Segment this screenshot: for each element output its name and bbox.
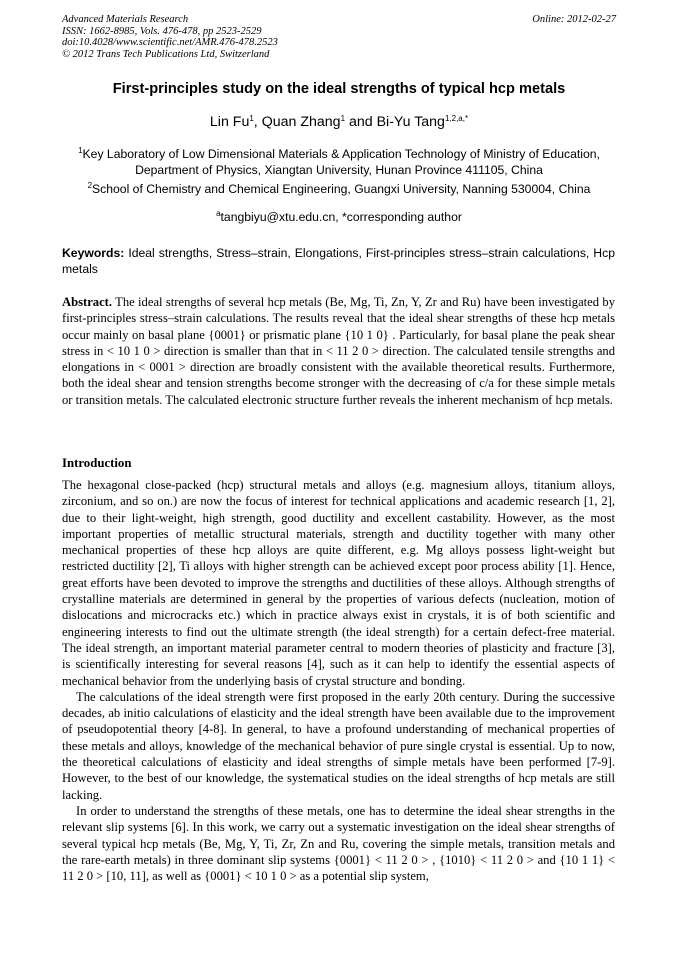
introduction-body: [62, 477, 615, 884]
abstract-text: The ideal strengths of several hcp metals (Be, Mg, Ti, Zn, Y, Zr and Ru) have been investigated by first-principles stress–strain calculations. The results reveal that the ideal shear strengths of these hcp metals occur mainly on basal plane {0001} or prismatic plane {10 1 0} . Particularly, for basal plane the peak shear stress in < 10 1 0 > direction is smaller than that in < 11 2 0 > direction. The calculated tensile strengths and elongations in < 0001 > direction are broadly consistent with the available theoretical results. Furthermore, both the ideal shear and tension strengths become stronger with the decreasing of c/a for these simple metals or transition metals. The calculated electronic structure further reveals the inherent mechanism of hcp metals.: [62, 295, 615, 407]
email-mark: a: [216, 209, 221, 218]
abstract: [62, 294, 615, 408]
author-separator: ,: [253, 114, 262, 130]
contact-email: [0, 209, 678, 225]
copyright-line: © 2012 Trans Tech Publications Ltd, Switzerland: [62, 48, 270, 60]
email-text: tangbiyu@xtu.edu.cn, *corresponding author: [220, 210, 462, 224]
author-name: Lin Fu: [209, 114, 250, 130]
section-heading-introduction: Introduction: [62, 456, 132, 470]
journal-name: Advanced Materials Research: [62, 14, 189, 25]
author-list: [0, 114, 678, 130]
affiliation-1-line1: Key Laboratory of Low Dimensional Materials & Application Technology of Ministry of Education,: [82, 147, 600, 161]
author-affiliation-mark: 1: [340, 114, 346, 123]
author-name: Bi-Yu Tang: [376, 114, 445, 130]
issn-line: ISSN: 1662-8985, Vols. 476-478, pp 2523-2529: [62, 25, 262, 37]
author-affiliation-mark: 1,2,a,*: [444, 114, 469, 123]
affiliation-mark: 1: [78, 146, 83, 155]
paragraph: The calculations of the ideal strength were first proposed in the early 20th century. During the successive decades, ab initio calculations of elasticity and the ideal strength have been available due to the improvement of pseudopotential theory [4-8]. In general, to have a profound understanding of mechanical properties of these metals and alloys, knowledge of the mechanical behavior of pure single crystal is essential. Up to now, the theoretical calculations of elasticity and ideal strengths of simple metals have been performed [7-9]. However, to the best of our knowledge, the systematical studies on the ideal strengths of hcp metals are still lacking.: [62, 689, 615, 802]
author-affiliation-mark: 1: [249, 114, 254, 123]
keywords: [62, 245, 615, 277]
paper-title: First-principles study on the ideal strengths of typical hcp metals: [112, 81, 566, 97]
online-date: Online: 2012-02-27: [532, 14, 616, 25]
keywords-text: Ideal strengths, Stress–strain, Elongations, First-principles stress–strain calculations, Hcp metals: [62, 246, 615, 276]
abstract-label: Abstract.: [62, 295, 113, 309]
paragraph: The hexagonal close-packed (hcp) structural metals and alloys (e.g. magnesium alloys, titanium alloys, zirconium, and so on.) are now the focus of interest for technical applications and academic research [1, 2], due to their light-weight, high strength, good ductility and excellent castability. However, as the most important properties of metallic structural materials, strength and ductility together with many other mechanical properties of these hcp alloys are quite different, e.g. Mg alloys possess light-weight but restricted ductility [2], Ti alloys with higher strength can be achieved except poor process ability [1]. Hence, great efforts have been devoted to improve the strengths and ductilities of these alloys. Although strengths of crystalline materials are determined in general by the properties of various defects (nucleation, motion of dislocations and microcracks etc.) which in practice always exist in crystals, it is of both scientific and engineering interests to find out the ultimate strength (the ideal strength) for a certain defect-free material. The ideal strength, an important material parameter central to modern theories of plasticity and fracture [3], is scientifically interesting for several reasons [4], such as it can help to identify the essential aspects of mechanical behavior from the underlying basis of crystal structure and bonding.: [62, 478, 615, 688]
keywords-label: Keywords:: [62, 246, 125, 260]
author-separator: and: [345, 114, 377, 130]
journal-header: [62, 14, 278, 60]
paragraph: In order to understand the strengths of these metals, one has to determine the ideal shear strengths in the relevant slip systems [6]. In this work, we carry out a systematic investigation on the ideal shear strengths of several typical hcp metals (Be, Mg, Y, Ti, Zr, Zn and Ru, covering the simple metals, transition metals and the rare-earth metals) in three dominant slip systems {0001} < 11 2 0 > , {1010} < 11 2 0 > and {10 1 1} < 11 2 0 > [10, 11], as well as {0001} < 10 1 0 > as a potential slip system,: [62, 803, 615, 884]
affiliation-2: [0, 181, 678, 197]
doi-line: doi:10.4028/www.scientific.net/AMR.476-478.2523: [62, 37, 278, 49]
author-name: Quan Zhang: [261, 114, 341, 130]
affiliation-2-text: School of Chemistry and Chemical Engineering, Guangxi University, Nanning 530004, China: [92, 182, 591, 196]
affiliation-mark: 2: [87, 181, 93, 190]
affiliation-1-line2: Department of Physics, Xiangtan University, Hunan Province 411105, China: [135, 163, 543, 177]
affiliation-1: [0, 146, 678, 178]
